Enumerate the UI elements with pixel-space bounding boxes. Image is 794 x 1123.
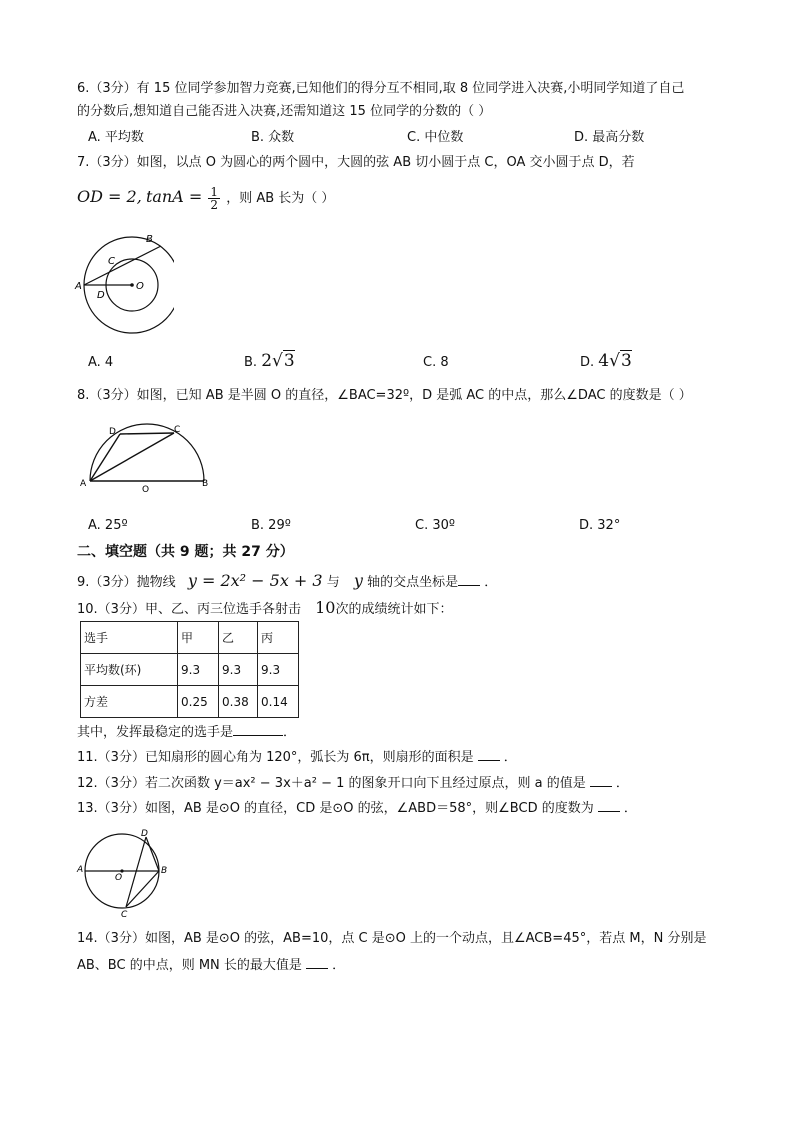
q8-figure <box>78 420 218 495</box>
table-cell: 9.3 <box>219 654 258 686</box>
q7-fraction-denominator: 2 <box>210 198 219 212</box>
q8-option-d: D. 32° <box>579 518 621 533</box>
q7-option-d-coef: 4 <box>598 351 610 371</box>
table-cell: 0.25 <box>178 686 219 718</box>
q8-chord-ac <box>90 433 174 481</box>
q9-mid: 与 <box>326 575 340 590</box>
q6-option-b: B. 众数 <box>251 130 295 145</box>
q8-line: 8.（3分）如图，已知 AB 是半圆 O 的直径，∠BAC=32º，D 是弧 AC 的中点，那么∠DAC 的度数是（ ） <box>77 388 692 403</box>
q7-option-b-value: 2√3 <box>261 351 295 371</box>
q13-line <box>77 800 637 818</box>
q8-label-c: C <box>174 425 181 435</box>
q7-option-d-prefix: D. <box>580 355 595 370</box>
q14-end: ． <box>332 958 346 973</box>
q8-chord-dc <box>120 433 174 434</box>
table-cell: 方差 <box>81 686 178 718</box>
q14-answer-blank[interactable] <box>306 968 328 969</box>
q13-figure <box>76 826 168 920</box>
table-header-cell: 甲 <box>178 622 219 654</box>
q10-score-table <box>80 621 299 718</box>
q14-text: AB、BC 的中点，则 MN 长的最大值是 <box>77 958 302 973</box>
q7-option-b-prefix: B. <box>244 355 258 370</box>
q14-line2 <box>77 957 345 975</box>
q6-option-d: D. 最高分数 <box>574 130 645 145</box>
q13-label-o: O <box>115 873 123 883</box>
q12-line <box>77 775 629 793</box>
q7-option-c: C. 8 <box>423 355 449 370</box>
table-header-cell: 乙 <box>219 622 258 654</box>
q7-label-d: D <box>97 290 105 301</box>
q7-fraction-numerator: 1 <box>210 185 219 199</box>
q13-label-c: C <box>121 910 128 920</box>
q13-label-a: A <box>77 865 84 875</box>
q13-label-b: B <box>161 866 168 876</box>
q7-label-c: C <box>108 256 115 267</box>
q10-line <box>77 599 452 619</box>
q8-label-o: O <box>142 485 150 495</box>
q6-option-c: C. 中位数 <box>407 130 464 145</box>
q8-option-b: B. 29º <box>251 518 291 533</box>
q7-fraction <box>208 186 220 211</box>
table-cell: 平均数(环) <box>81 654 178 686</box>
q6-option-a: A. 平均数 <box>88 130 144 145</box>
q7-option-d-value: 4√3 <box>598 351 632 371</box>
q6-line2: 的分数后,想知道自己能否进入决赛,还需知道这 15 位同学的分数的（ ） <box>77 104 492 119</box>
q8-option-c: C. 30º <box>415 518 456 533</box>
q9-suffix: 轴的交点坐标是 <box>367 575 459 590</box>
q10-after: 其中，发挥最稳定的选手是 <box>77 725 234 740</box>
q7-label-b: B <box>146 234 153 245</box>
section-2-heading: 二、填空题（共 9 题；共 27 分） <box>77 544 294 560</box>
table-row <box>81 654 299 686</box>
table-row <box>81 686 299 718</box>
q11-answer-blank[interactable] <box>478 760 500 761</box>
table-row <box>81 622 299 654</box>
q13-chord-bd <box>146 837 159 871</box>
table-cell: 9.3 <box>178 654 219 686</box>
q6-line1: 6.（3分）有 15 位同学参加智力竞赛,已知他们的得分互不相同,取 8 位同学进入决赛,小明同学知道了自己 <box>77 81 685 96</box>
q7-line2-tail: ，则 AB 长为（ ） <box>226 191 335 206</box>
q10-number: 10 <box>315 598 336 617</box>
q9-answer-blank[interactable] <box>458 585 480 586</box>
q7-tan-expression: tanA = <box>145 187 203 206</box>
q12-text: 12.（3分）若二次函数 y＝ax² − 3x＋a² − 1 的图象开口向下且经过原点，则 a 的值是 <box>77 776 586 791</box>
q7-line1: 7.（3分）如图，以点 O 为圆心的两个圆中，大圆的弦 AB 切小圆于点 C，OA 交小圆于点 D，若 <box>77 155 635 170</box>
q11-end: ． <box>503 750 517 765</box>
q12-end: ． <box>615 776 629 791</box>
q7-od-expression: OD = 2, <box>77 187 142 206</box>
table-cell: 0.38 <box>219 686 258 718</box>
q10-suffix: 次的成绩统计如下： <box>335 602 453 617</box>
q8-semicircle-arc <box>90 424 204 481</box>
q10-prefix: 10.（3分）甲、乙、丙三位选手各射击 <box>77 602 301 617</box>
q7-option-b <box>244 352 295 372</box>
q7-line2 <box>77 186 334 211</box>
q13-answer-blank[interactable] <box>598 811 620 812</box>
q9-prefix: 9.（3分）抛物线 <box>77 575 176 590</box>
table-header-cell: 选手 <box>81 622 178 654</box>
q7-option-d <box>580 352 632 372</box>
q14-line1: 14.（3分）如图，AB 是⊙O 的弦，AB=10，点 C 是⊙O 上的一个动点，且∠ACB=45°，若点 M，N 分别是 <box>77 931 707 946</box>
q9-end: ． <box>484 575 498 590</box>
q10-after-line <box>77 724 296 742</box>
q10-end: ． <box>283 725 297 740</box>
table-cell: 0.14 <box>258 686 299 718</box>
q8-label-a: A <box>80 479 87 489</box>
q13-text: 13.（3分）如图，AB 是⊙O 的直径，CD 是⊙O 的弦，∠ABD＝58°，则∠BCD 的度数为 <box>77 801 594 816</box>
q7-option-b-radicand: 3 <box>283 351 295 371</box>
q7-option-b-coef: 2 <box>261 351 273 371</box>
q8-option-a: A. 25º <box>88 518 128 533</box>
q7-figure <box>74 228 174 338</box>
q9-equation: y = 2x² − 5x + 3 <box>187 571 323 590</box>
q7-option-a: A. 4 <box>88 355 114 370</box>
q7-label-a: A <box>75 281 82 292</box>
q8-label-d: D <box>109 427 116 437</box>
q11-line <box>77 749 517 767</box>
q7-option-d-radicand: 3 <box>620 351 632 371</box>
table-cell: 9.3 <box>258 654 299 686</box>
q12-answer-blank[interactable] <box>590 786 612 787</box>
q9-line <box>77 572 497 592</box>
q13-label-d: D <box>141 829 148 839</box>
table-header-cell: 丙 <box>258 622 299 654</box>
q11-text: 11.（3分）已知扇形的圆心角为 120°，弧长为 6π，则扇形的面积是 <box>77 750 474 765</box>
q7-label-o: O <box>136 281 144 292</box>
q9-variable: y <box>353 571 363 590</box>
q8-label-b: B <box>202 479 209 489</box>
q7-center-point <box>130 283 134 287</box>
q10-answer-blank[interactable] <box>233 735 283 736</box>
q13-end: ． <box>623 801 637 816</box>
